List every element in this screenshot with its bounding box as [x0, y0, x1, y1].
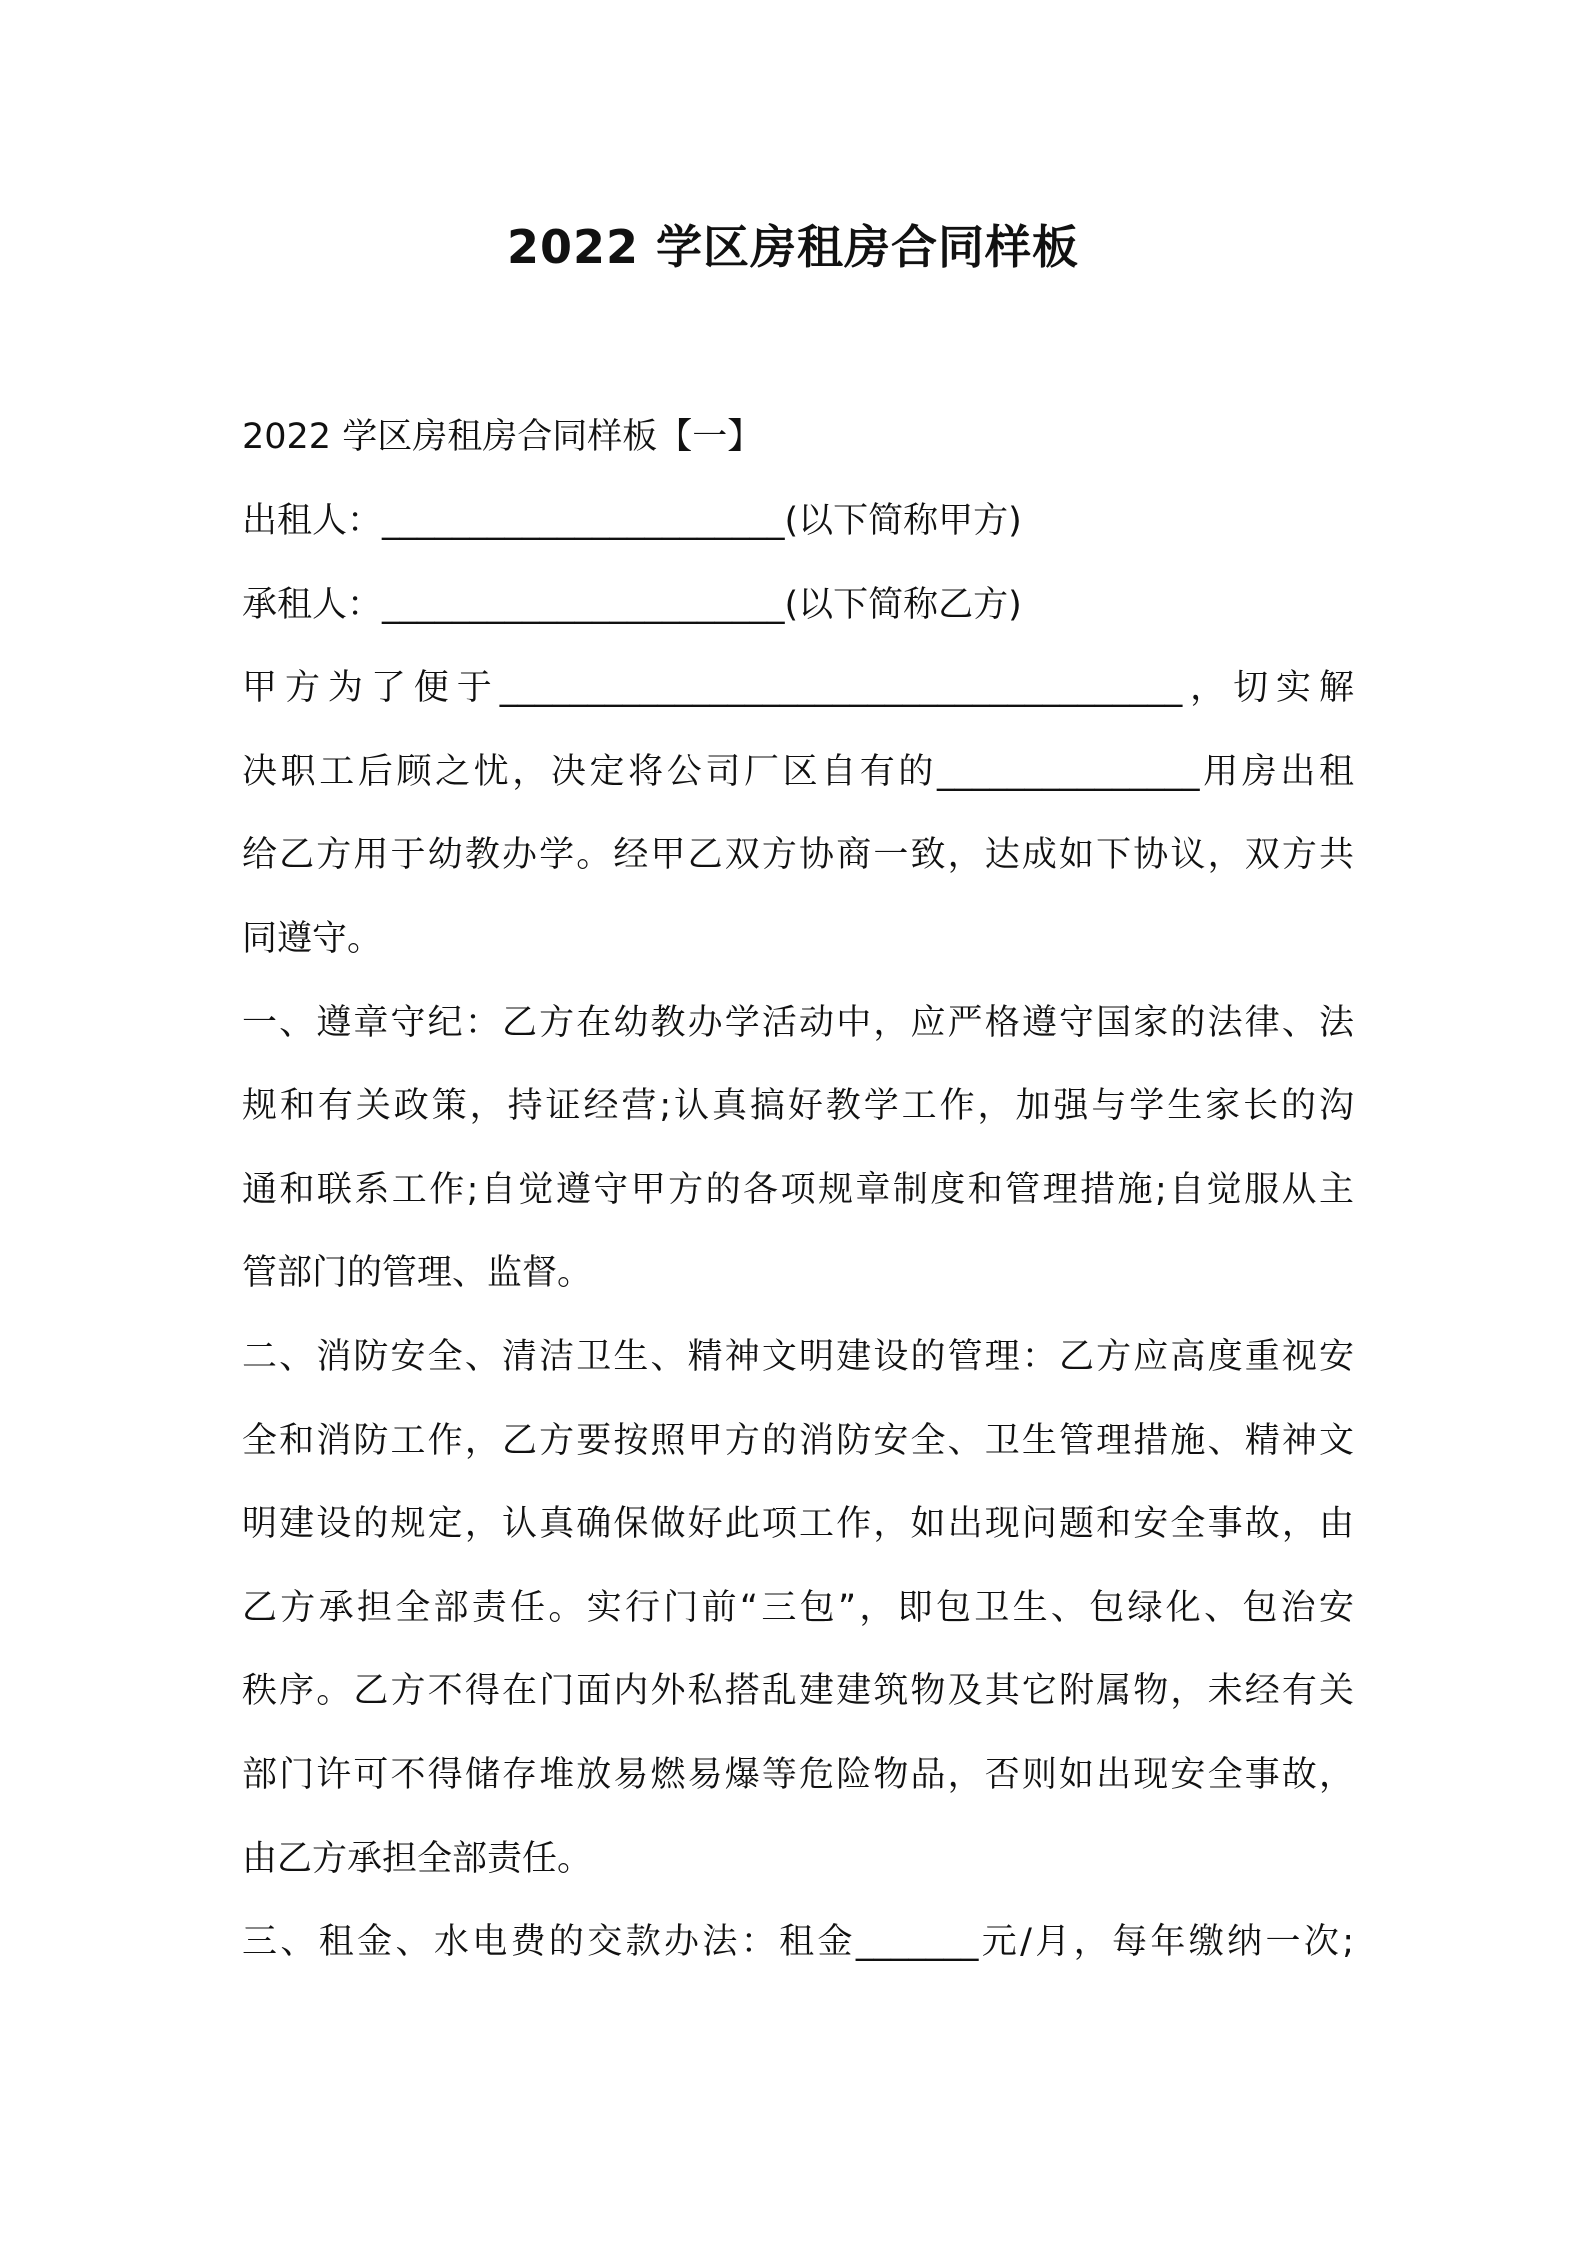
clause-2-line-2: 全和消防工作，乙方要按照甲方的消防安全、卫生管理措施、精神文	[242, 1421, 1354, 1461]
lessor-line: 出租人：_______________________(以下简称甲方)	[242, 501, 1022, 541]
section-heading: 2022 学区房租房合同样板【一】	[242, 417, 763, 457]
clause-2-line-4: 乙方承担全部责任。实行门前“三包”，即包卫生、包绿化、包治安	[242, 1588, 1354, 1628]
lessee-line: 承租人：_______________________(以下简称乙方)	[242, 585, 1022, 625]
clause-1-line-1: 一、遵章守纪：乙方在幼教办学活动中，应严格遵守国家的法律、法	[242, 1003, 1354, 1043]
intro-line-1: 甲方为了便于_______________________________________，切实解	[242, 668, 1354, 708]
clause-2-line-1: 二、消防安全、清洁卫生、精神文明建设的管理：乙方应高度重视安	[242, 1337, 1354, 1377]
clause-2-line-5: 秩序。乙方不得在门面内外私搭乱建建筑物及其它附属物，未经有关	[242, 1671, 1354, 1711]
document-title: 2022 学区房租房合同样板	[506, 220, 1080, 274]
clause-3-line-1: 三、租金、水电费的交款办法：租金_______元/月，每年缴纳一次;	[242, 1922, 1354, 1962]
clause-1-line-4: 管部门的管理、监督。	[242, 1253, 593, 1293]
clause-2-line-7: 由乙方承担全部责任。	[242, 1839, 593, 1879]
clause-2-line-6: 部门许可不得储存堆放易燃易爆等危险物品，否则如出现安全事故，	[242, 1755, 1354, 1795]
clause-2-line-3: 明建设的规定，认真确保做好此项工作，如出现问题和安全事故，由	[242, 1504, 1354, 1544]
clause-1-line-2: 规和有关政策，持证经营;认真搞好教学工作，加强与学生家长的沟	[242, 1086, 1354, 1126]
intro-line-3: 给乙方用于幼教办学。经甲乙双方协商一致，达成如下协议，双方共	[242, 835, 1354, 875]
intro-line-2: 决职工后顾之忧，决定将公司厂区自有的_______________用房出租	[242, 752, 1354, 792]
intro-line-4: 同遵守。	[242, 919, 383, 959]
clause-1-line-3: 通和联系工作;自觉遵守甲方的各项规章制度和管理措施;自觉服从主	[242, 1170, 1354, 1210]
